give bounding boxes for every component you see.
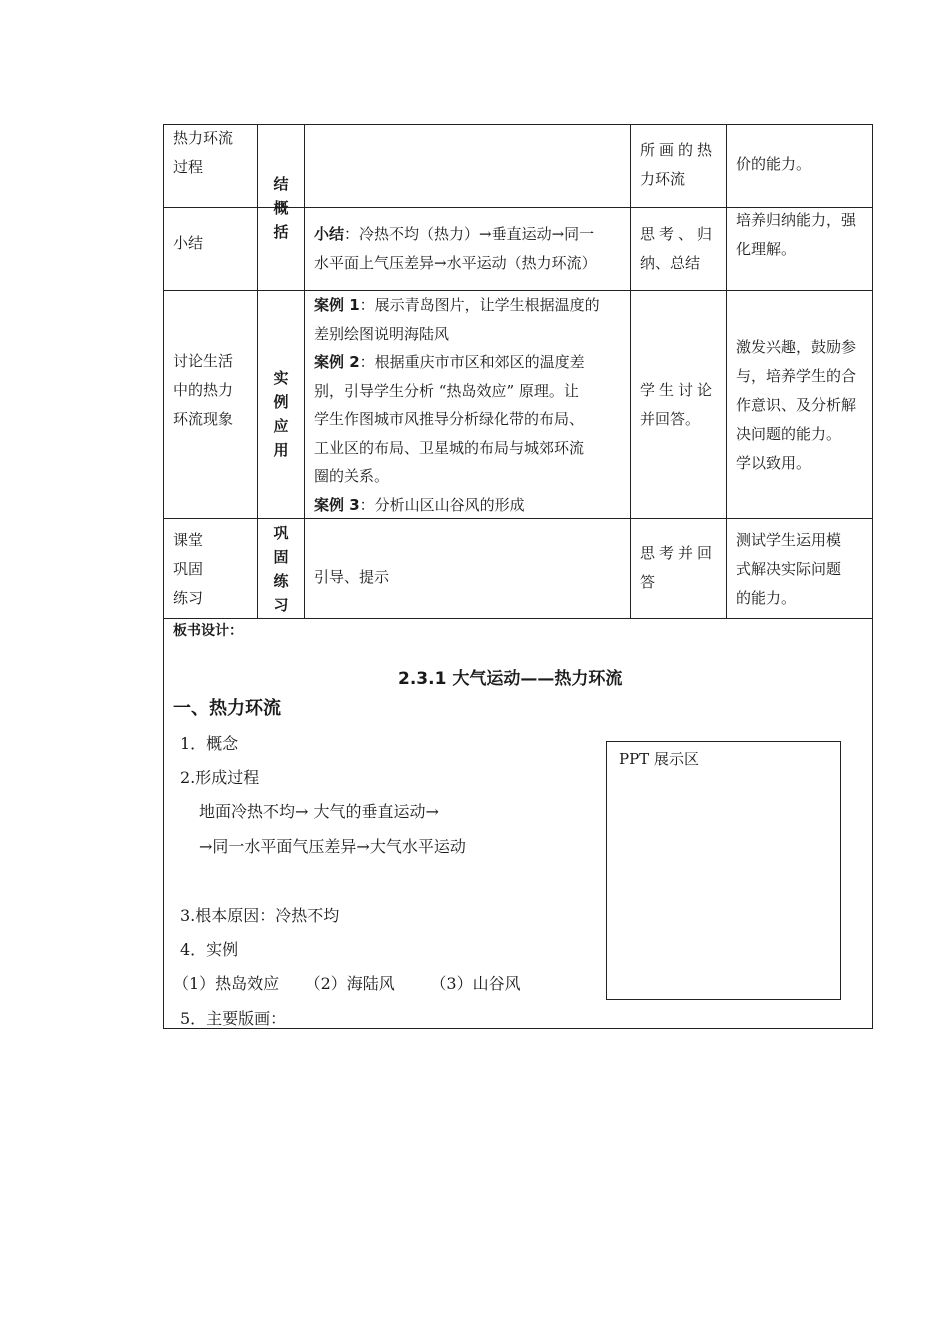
stage-application bbox=[258, 366, 304, 462]
table-border-top bbox=[163, 124, 873, 125]
case3-label: 案例 3 bbox=[314, 495, 360, 514]
purpose-line: 测试学生运用模 bbox=[736, 531, 842, 549]
case1-line bbox=[314, 291, 626, 320]
student-line: 思考并回 bbox=[640, 544, 717, 562]
topic-line: 讨论生活 bbox=[173, 352, 234, 370]
topic-line: 巩固 bbox=[173, 560, 204, 578]
row3-student bbox=[640, 376, 720, 434]
purpose-line: 价的能力。 bbox=[736, 155, 812, 173]
stage-char: 巩 bbox=[273, 524, 289, 542]
topic-line: 课堂 bbox=[173, 531, 204, 549]
board-item-cause: 3.根本原因：冷热不均 bbox=[180, 906, 340, 925]
student-line: 答 bbox=[640, 573, 656, 591]
stage-summary bbox=[258, 172, 304, 244]
purpose-line: 培养归纳能力，强 bbox=[736, 211, 857, 229]
row2-teacher bbox=[314, 220, 626, 278]
topic-line: 热力环流 bbox=[173, 129, 234, 147]
row4-teacher bbox=[314, 563, 626, 592]
topic-text: 小结 bbox=[173, 234, 204, 252]
board-section-heading: 一、热力环流 bbox=[173, 698, 281, 719]
board-item-concept: 1．概念 bbox=[180, 734, 239, 753]
summary-label: 小结 bbox=[314, 225, 345, 243]
stage-char: 概 bbox=[273, 199, 289, 217]
row1-student bbox=[640, 136, 720, 194]
student-line: 学生讨论 bbox=[640, 381, 717, 399]
board-flow-line-1: 地面冷热不均→ 大气的垂直运动→ bbox=[199, 802, 439, 821]
stage-char: 练 bbox=[273, 572, 289, 590]
case1-line: 差别绘图说明海陆风 bbox=[314, 324, 450, 343]
stage-char: 用 bbox=[273, 441, 289, 459]
table-border-right bbox=[872, 124, 873, 1029]
purpose-line: 化理解。 bbox=[736, 240, 797, 258]
summary-text: ：冷热不均（热力）→垂直运动→同一 bbox=[344, 225, 595, 243]
board-title: 2.3.1 大气运动——热力环流 bbox=[398, 669, 623, 689]
case2-line bbox=[314, 348, 626, 377]
board-label: 板书设计： bbox=[173, 623, 243, 639]
stage-practice bbox=[258, 521, 304, 617]
topic-line: 练习 bbox=[173, 589, 204, 607]
topic-line: 环流现象 bbox=[173, 410, 234, 428]
purpose-line: 与，培养学生的合 bbox=[736, 367, 857, 385]
purpose-line: 学以致用。 bbox=[736, 454, 812, 472]
stage-char: 括 bbox=[273, 223, 289, 241]
purpose-line: 决问题的能力。 bbox=[736, 425, 842, 443]
student-line: 力环流 bbox=[640, 170, 686, 188]
teacher-text: 引导、提示 bbox=[314, 568, 390, 586]
student-line: 纳、总结 bbox=[640, 254, 701, 272]
summary-line: 水平面上气压差异→水平运动（热力环流） bbox=[314, 254, 597, 272]
row2-purpose bbox=[736, 206, 868, 264]
board-examples-list: （1）热岛效应 （2）海陆风 （3）山谷风 bbox=[173, 974, 521, 993]
row3-teacher bbox=[314, 291, 626, 519]
row4-purpose bbox=[736, 526, 868, 613]
row-divider-4 bbox=[163, 618, 873, 619]
row2-topic bbox=[173, 229, 253, 258]
row4-student bbox=[640, 539, 720, 597]
table-border-left bbox=[163, 124, 164, 1029]
stage-char: 应 bbox=[273, 417, 289, 435]
stage-char: 例 bbox=[273, 393, 289, 411]
case2-line: 学生作图城市风推导分析绿化带的布局、 bbox=[314, 410, 585, 428]
purpose-line: 式解决实际问题 bbox=[736, 560, 842, 578]
topic-line: 中的热力 bbox=[173, 381, 234, 399]
board-item-process: 2.形成过程 bbox=[180, 768, 260, 787]
case2-line: 圈的关系。 bbox=[314, 467, 390, 485]
column-divider-4 bbox=[726, 124, 727, 619]
student-line: 思考、归 bbox=[640, 225, 717, 243]
purpose-line: 激发兴趣，鼓励参 bbox=[736, 338, 857, 356]
row3-purpose bbox=[736, 333, 868, 478]
case2-text: ：根据重庆市市区和郊区的温度差 bbox=[359, 353, 585, 371]
row1-purpose bbox=[736, 150, 866, 179]
row4-topic bbox=[173, 526, 253, 613]
purpose-line: 的能力。 bbox=[736, 589, 797, 607]
row3-topic bbox=[173, 347, 253, 434]
board-item-main-drawing: 5．主要版画： bbox=[180, 1009, 287, 1028]
board-flow-line-2: →同一水平面气压差异→大气水平运动 bbox=[199, 837, 466, 856]
ppt-display-label: PPT 展示区 bbox=[619, 750, 699, 768]
case1-text: ：展示青岛图片，让学生根据温度的 bbox=[359, 296, 600, 314]
case2-label: 案例 2 bbox=[314, 353, 360, 371]
purpose-line: 作意识、及分析解 bbox=[736, 396, 857, 414]
stage-char: 固 bbox=[273, 548, 289, 566]
case1-label: 案例 1 bbox=[314, 296, 360, 314]
student-line: 所画的热 bbox=[640, 141, 717, 159]
board-item-examples: 4．实例 bbox=[180, 940, 239, 959]
stage-char: 实 bbox=[273, 369, 289, 387]
case3-line bbox=[314, 491, 626, 520]
case2-line: 工业区的布局、卫星城的布局与城郊环流 bbox=[314, 438, 585, 457]
student-line: 并回答。 bbox=[640, 410, 701, 428]
case2-line: 别，引导学生分析 “热岛效应” 原理。让 bbox=[314, 381, 579, 400]
column-divider-3 bbox=[630, 124, 631, 619]
row2-student bbox=[640, 220, 720, 278]
column-divider-2 bbox=[304, 124, 305, 619]
stage-char: 结 bbox=[273, 175, 289, 193]
stage-char: 习 bbox=[273, 596, 289, 614]
summary-line bbox=[314, 220, 626, 249]
case3-text: ：分析山区山谷风的形成 bbox=[359, 495, 525, 514]
row1-topic bbox=[173, 124, 253, 182]
ppt-display-area bbox=[606, 741, 841, 1000]
topic-line: 过程 bbox=[173, 158, 204, 176]
